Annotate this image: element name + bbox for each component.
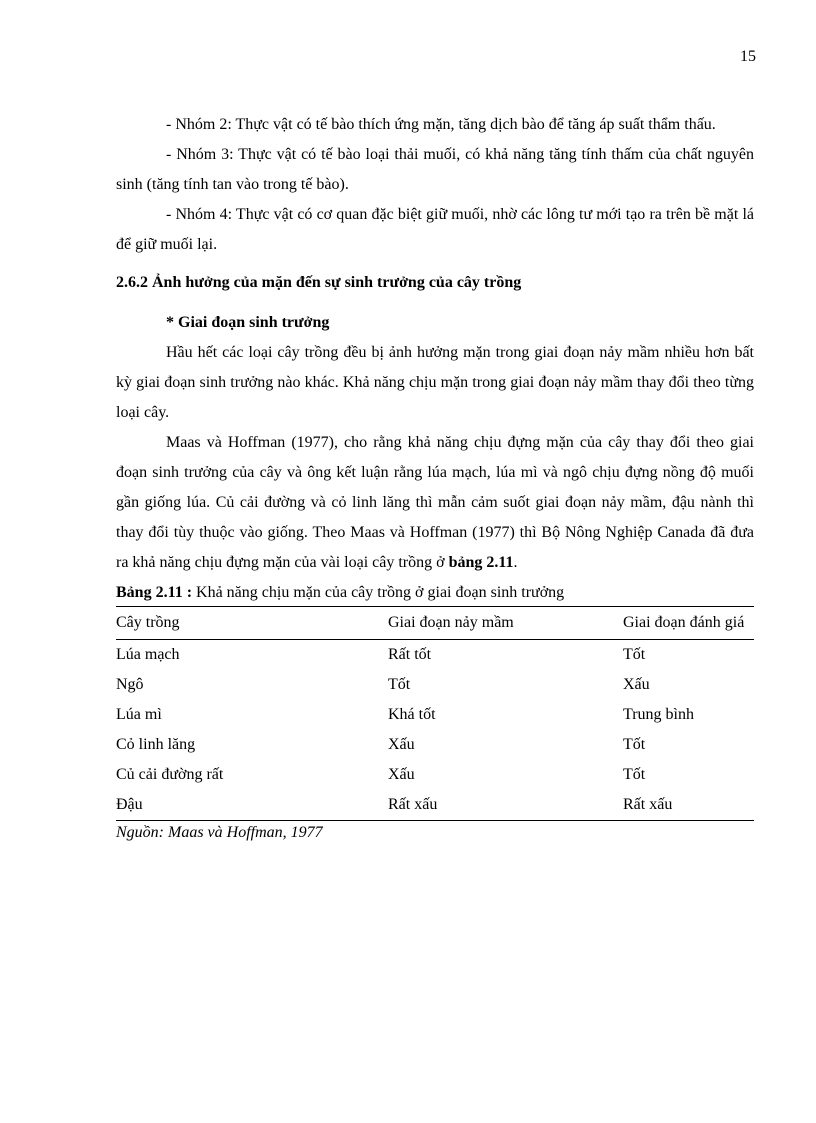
body-paragraph-2-text: Maas và Hoffman (1977), cho rằng khả năng chịu đựng mặn của cây thay đổi theo giai đoạn sinh trưởng của cây và ông kết luận rằng lúa mạch, lúa mì và ngô chịu đựng nồng độ muối gần giống lúa. Củ cải đường và cỏ linh lăng thì mẫn cảm suốt giai đoạn nảy mầm, đậu nành thì thay đổi tùy thuộc vào giống. Theo Maas và Hoffman (1977) thì Bộ Nông Nghiệp Canada đã đưa ra khả năng chịu đựng mặn của vài loại cây trồng ở (116, 434, 754, 571)
cell-evaluation: Trung bình (623, 706, 694, 723)
cell-crop: Cỏ linh lăng (116, 736, 196, 753)
cell-crop: Lúa mì (116, 706, 162, 723)
cell-evaluation: Xấu (623, 676, 650, 693)
table-caption-label: Bảng 2.11 : (116, 584, 193, 601)
cell-germination: Khá tốt (388, 706, 436, 723)
table-row (116, 640, 754, 671)
paragraph-group-2: - Nhóm 2: Thực vật có tế bào thích ứng mặn, tăng dịch bào để tăng áp suất thẩm thấu. (166, 116, 716, 133)
cell-germination: Xấu (388, 736, 415, 753)
cell-crop: Ngô (116, 676, 144, 693)
subsection-heading: * Giai đoạn sinh trưởng (166, 314, 330, 331)
body-paragraph-2-end: . (513, 554, 518, 571)
table-row (116, 670, 754, 700)
paragraph-group-3: - Nhóm 3: Thực vật có tế bào loại thải muối, có khả năng tăng tính thấm của chất nguyên sinh (tăng tính tan vào trong tế bào). (116, 146, 754, 193)
table-source: Nguồn: Maas và Hoffman, 1977 (116, 824, 323, 841)
header-evaluation: Giai đoạn đánh giá (623, 614, 745, 631)
cell-evaluation: Tốt (623, 766, 646, 783)
section-heading: 2.6.2 Ảnh hưởng của mặn đến sự sinh trưởng của cây trồng (116, 274, 522, 291)
table-caption (116, 580, 754, 606)
cell-germination: Rất xấu (388, 796, 438, 813)
cell-crop: Củ cải đường rất (116, 766, 224, 783)
cell-evaluation: Rất xấu (623, 796, 673, 813)
table-row (116, 730, 754, 760)
body-paragraph-2 (116, 428, 754, 578)
cell-crop: Đậu (116, 796, 143, 813)
body-paragraph-1: Hầu hết các loại cây trồng đều bị ảnh hưởng mặn trong giai đoạn nảy mầm nhiều hơn bất kỳ giai đoạn sinh trưởng nào khác. Khả năng chịu mặn trong giai đoạn nảy mầm thay đổi theo từng loại cây. (116, 344, 754, 421)
header-crop: Cây trồng (116, 614, 180, 631)
table-reference: bảng 2.11 (448, 554, 514, 571)
cell-germination: Xấu (388, 766, 415, 783)
table-row (116, 700, 754, 730)
cell-germination: Tốt (388, 676, 411, 693)
cell-crop: Lúa mạch (116, 646, 180, 663)
table-row (116, 760, 754, 790)
paragraph-group-4: - Nhóm 4: Thực vật có cơ quan đặc biệt giữ muối, nhờ các lông tư mới tạo ra trên bề mặt lá để giữ muối lại. (116, 206, 754, 253)
header-germination: Giai đoạn nảy mầm (388, 614, 514, 631)
cell-evaluation: Tốt (623, 736, 646, 753)
page-number: 15 (740, 48, 756, 65)
cell-germination: Rất tốt (388, 646, 432, 663)
salt-tolerance-table (116, 606, 754, 821)
document-body (116, 110, 754, 845)
cell-evaluation: Tốt (623, 646, 646, 663)
table-row (116, 790, 754, 821)
table-caption-text: Khả năng chịu mặn của cây trồng ở giai đoạn sinh trưởng (196, 584, 565, 601)
table-header-row (116, 607, 754, 640)
